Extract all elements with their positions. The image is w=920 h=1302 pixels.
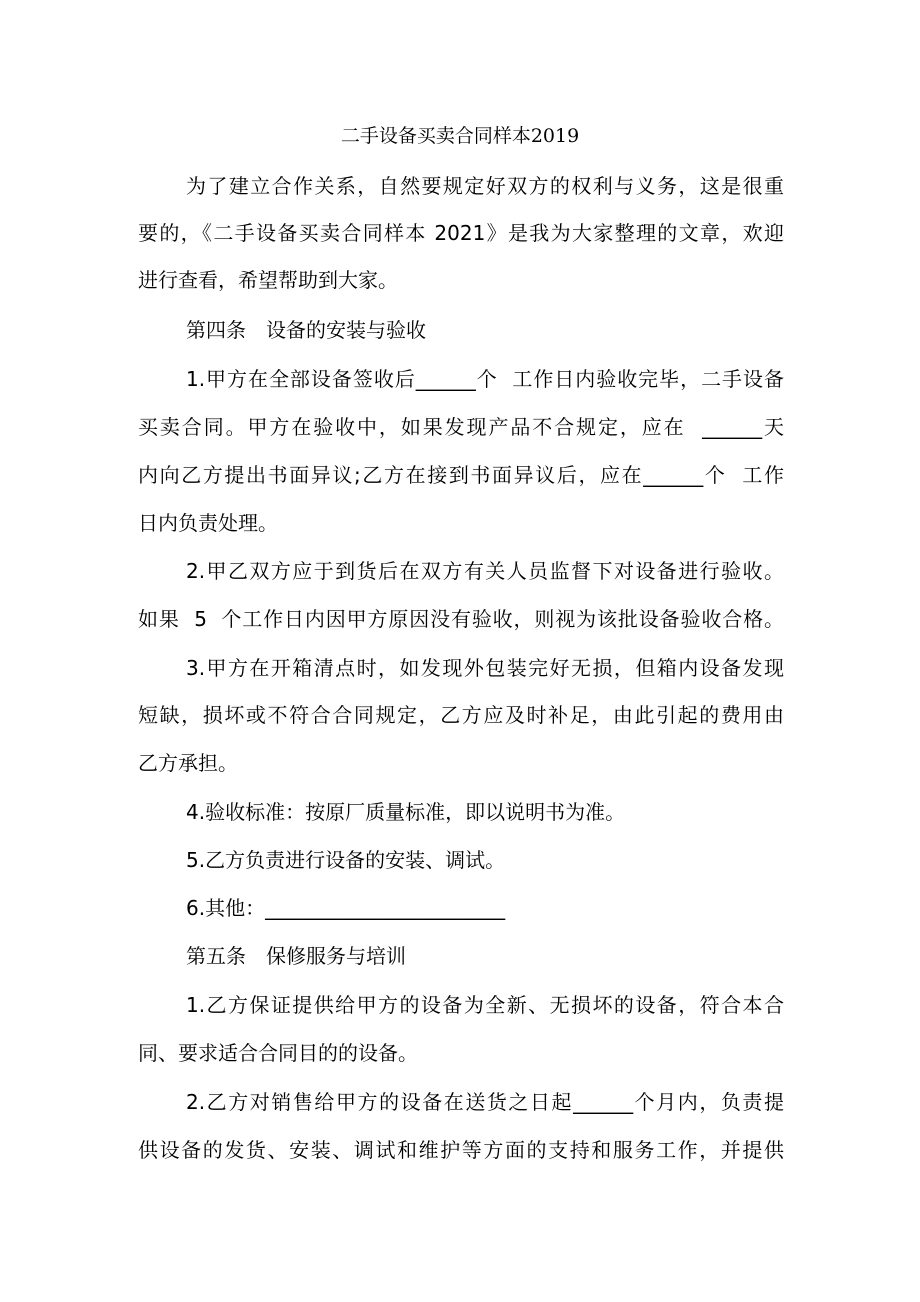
paragraph-line: 买卖合同。甲方在验收中，如果发现产品不合规定，应在 ______天 <box>138 415 784 439</box>
paragraph-line: 同、要求适合合同目的的设备。 <box>138 1041 418 1065</box>
paragraph-line: 4.验收标准：按原厂质量标准，即以说明书为准。 <box>186 800 626 824</box>
paragraph-line: 要的，《二手设备买卖合同样本 2021》是我为大家整理的文章，欢迎 <box>138 221 784 245</box>
paragraph-line: 6.其他：________________________ <box>186 896 506 920</box>
paragraph-line: 2.乙方对销售给甲方的设备在送货之日起______个月内，负责提 <box>186 1090 784 1114</box>
paragraph-line: 内向乙方提出书面异议;乙方在接到书面异议后，应在______个 工作 <box>138 463 784 487</box>
paragraph-line: 如果 5 个工作日内因甲方原因没有验收，则视为该批设备验收合格。 <box>138 607 784 631</box>
paragraph-line: 短缺，损坏或不符合合同规定，乙方应及时补足，由此引起的费用由 <box>138 703 784 727</box>
section-heading: 第四条 设备的安装与验收 <box>186 318 426 342</box>
paragraph-line: 为了建立合作关系，自然要规定好双方的权利与义务，这是很重 <box>186 174 784 198</box>
paragraph-line: 进行查看，希望帮助到大家。 <box>138 268 398 292</box>
paragraph-line: 供设备的发货、安装、调试和维护等方面的支持和服务工作，并提供 <box>138 1138 784 1162</box>
paragraph-line: 乙方承担。 <box>138 751 238 775</box>
paragraph-line: 日内负责处理。 <box>138 511 278 535</box>
document-title: 二手设备买卖合同样本2019 <box>340 125 580 147</box>
paragraph-line: 5.乙方负责进行设备的安装、调试。 <box>186 848 506 872</box>
paragraph-line: 1.甲方在全部设备签收后______个 工作日内验收完毕，二手设备 <box>186 367 784 391</box>
section-heading: 第五条 保修服务与培训 <box>186 944 406 968</box>
paragraph-line: 3.甲方在开箱清点时，如发现外包装完好无损，但箱内设备发现 <box>186 656 784 680</box>
paragraph-line: 2.甲乙双方应于到货后在双方有关人员监督下对设备进行验收。 <box>186 559 784 583</box>
paragraph-line: 1.乙方保证提供给甲方的设备为全新、无损坏的设备，符合本合 <box>186 993 784 1017</box>
